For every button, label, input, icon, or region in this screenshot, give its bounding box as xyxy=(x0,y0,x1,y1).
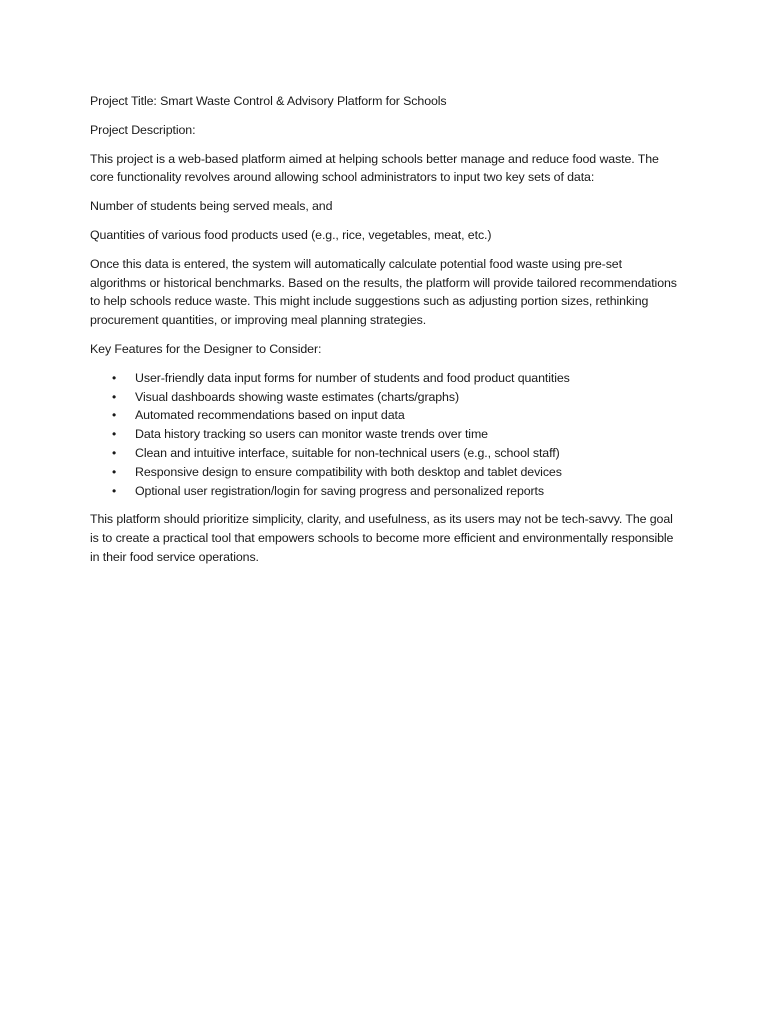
list-item xyxy=(90,388,680,407)
feature-text: User-friendly data input forms for number of students and food product quantities xyxy=(135,370,570,385)
feature-text: Automated recommendations based on input data xyxy=(135,408,405,423)
description-heading: Project Description: xyxy=(90,122,196,137)
feature-text: Clean and intuitive interface, suitable for non-technical users (e.g., school staff) xyxy=(135,445,560,460)
bullet-icon: • xyxy=(112,370,117,385)
closing-paragraph: This platform should prioritize simplicity, clarity, and usefulness, as its users may not be tech-savvy. The goal is to create a practical tool that empowers schools to become more efficient and environmentally responsible in their food service operations. xyxy=(90,512,674,564)
list-item xyxy=(90,406,680,425)
bullet-icon: • xyxy=(112,408,117,423)
calculation-paragraph: Once this data is entered, the system will automatically calculate potential food waste using pre-set algorithms or historical benchmarks. Based on the results, the platform will provide tailored recommendations to help schools reduce waste. This might include suggestions such as adjusting portion sizes, rethinking procurement quantities, or improving meal planning strategies. xyxy=(90,256,677,328)
feature-text: Optional user registration/login for saving progress and personalized reports xyxy=(135,483,544,498)
data-item-quantities: Quantities of various food products used (e.g., rice, vegetables, meat, etc.) xyxy=(90,227,492,242)
data-item-students: Number of students being served meals, and xyxy=(90,199,333,214)
list-item xyxy=(90,369,680,388)
list-item xyxy=(90,444,680,463)
list-item xyxy=(90,482,680,501)
bullet-icon: • xyxy=(112,389,117,404)
list-item xyxy=(90,425,680,444)
bullet-icon: • xyxy=(112,464,117,479)
feature-text: Data history tracking so users can monitor waste trends over time xyxy=(135,427,488,442)
features-heading: Key Features for the Designer to Consider: xyxy=(90,341,322,356)
feature-text: Visual dashboards showing waste estimates (charts/graphs) xyxy=(135,389,459,404)
document-body xyxy=(90,92,680,577)
feature-text: Responsive design to ensure compatibility with both desktop and tablet devices xyxy=(135,464,562,479)
bullet-icon: • xyxy=(112,427,117,442)
bullet-icon: • xyxy=(112,483,117,498)
bullet-icon: • xyxy=(112,445,117,460)
project-title-line: Project Title: Smart Waste Control & Advisory Platform for Schools xyxy=(90,94,447,108)
list-item xyxy=(90,463,680,482)
features-list xyxy=(90,369,680,501)
intro-paragraph: This project is a web-based platform aimed at helping schools better manage and reduce food waste. The core functionality revolves around allowing school administrators to input two key sets of data: xyxy=(90,151,659,185)
